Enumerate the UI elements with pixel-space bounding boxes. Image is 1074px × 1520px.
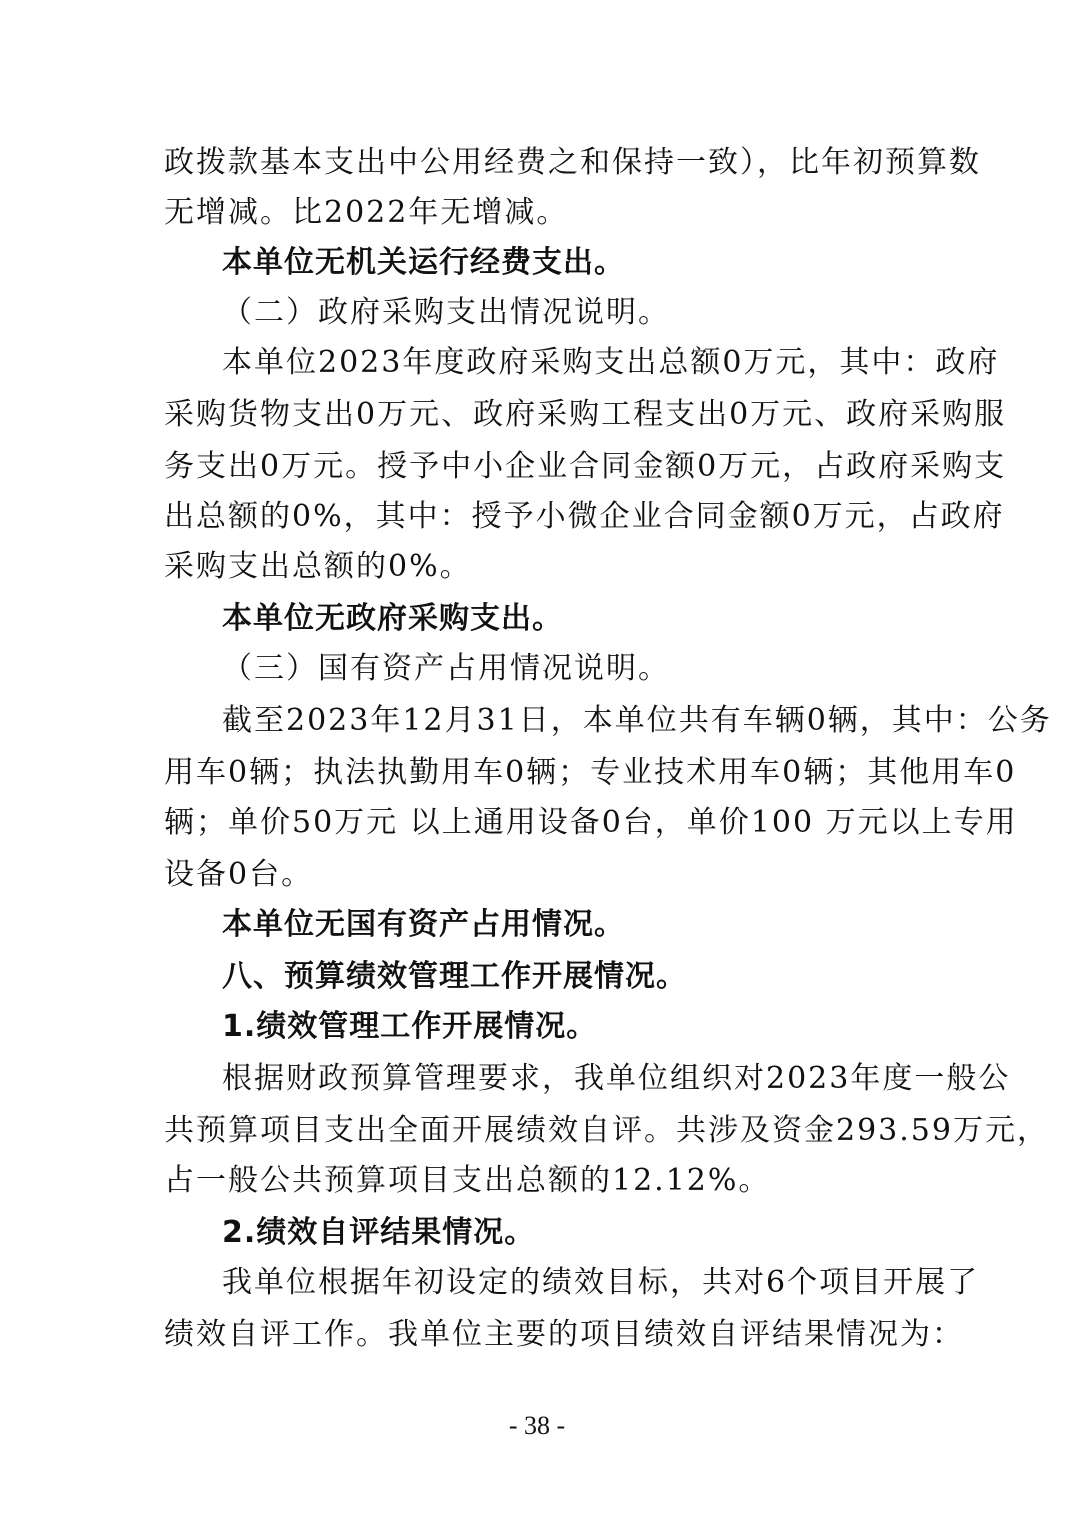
paragraph-line: 采购货物支出0万元、政府采购工程支出0万元、政府采购服	[164, 397, 1007, 432]
paragraph-line: 截至2023年12月31日，本单位共有车辆0辆，其中：公务	[222, 703, 1052, 738]
paragraph-line: 无增减。比2022年无增减。	[164, 195, 569, 230]
paragraph-line: 根据财政预算管理要求，我单位组织对2023年度一般公	[222, 1061, 1011, 1096]
paragraph-line: 占一般公共预算项目支出总额的12.12%。	[164, 1163, 771, 1198]
subsection-heading: 2.绩效自评结果情况。	[222, 1215, 536, 1250]
paragraph-line: 用车0辆；执法执勤用车0辆；专业技术用车0辆；其他用车0	[164, 755, 1017, 790]
paragraph-line: 出总额的0%，其中：授予小微企业合同金额0万元，占政府	[164, 499, 1005, 534]
section-heading: （二）政府采购支出情况说明。	[222, 295, 670, 330]
page-number: - 38 -	[508, 1411, 566, 1440]
section-heading: 八、预算绩效管理工作开展情况。	[222, 959, 687, 994]
paragraph-line: 绩效自评工作。我单位主要的项目绩效自评结果情况为：	[164, 1317, 964, 1352]
section-heading: （三）国有资产占用情况说明。	[222, 651, 670, 686]
paragraph-line: 采购支出总额的0%。	[164, 549, 472, 584]
bold-statement: 本单位无机关运行经费支出。	[222, 245, 625, 280]
paragraph-line: 本单位2023年度政府采购支出总额0万元，其中：政府	[222, 345, 1000, 380]
subsection-heading: 1.绩效管理工作开展情况。	[222, 1009, 598, 1044]
paragraph-line: 共预算项目支出全面开展绩效自评。共涉及资金293.59万元，	[164, 1113, 1049, 1148]
paragraph-line: 政拨款基本支出中公用经费之和保持一致），比年初预算数	[164, 145, 981, 180]
paragraph-line: 辆；单价50万元 以上通用设备0台，单价100 万元以上专用	[164, 805, 1018, 840]
bold-statement: 本单位无国有资产占用情况。	[222, 907, 625, 942]
bold-statement: 本单位无政府采购支出。	[222, 601, 563, 636]
paragraph-line: 我单位根据年初设定的绩效目标，共对6个项目开展了	[222, 1265, 980, 1300]
paragraph-line: 务支出0万元。授予中小企业合同金额0万元，占政府采购支	[164, 449, 1007, 484]
paragraph-line: 设备0台。	[164, 857, 314, 892]
